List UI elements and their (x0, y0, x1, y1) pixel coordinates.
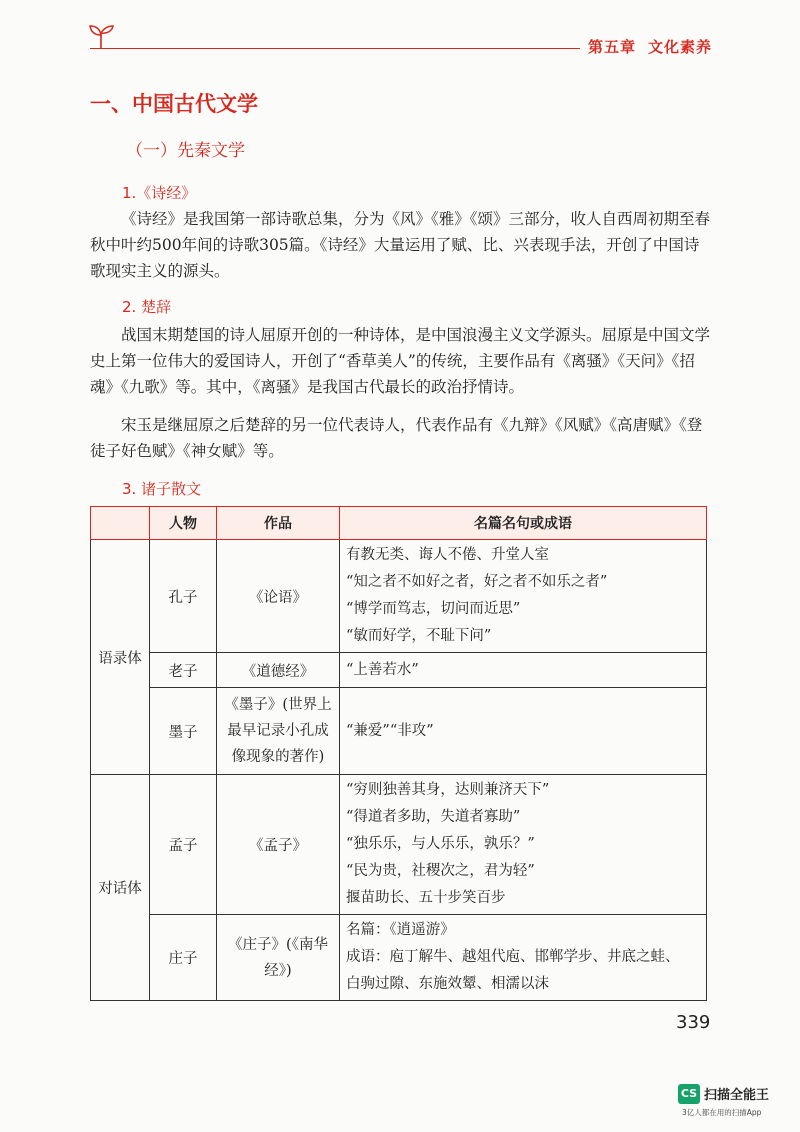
person-cell: 庄子 (150, 915, 217, 1001)
quote-line: “独乐乐，与人乐乐，孰乐？” (346, 836, 535, 852)
header-cell-style (91, 507, 150, 540)
quote-line: 成语：庖丁解牛、越俎代庖、邯郸学步、井底之蛙、 (346, 949, 680, 965)
quote-line: “博学而笃志，切问而近思” (346, 601, 521, 617)
table-row (91, 688, 707, 775)
table-row (91, 915, 707, 1001)
table-row (91, 775, 707, 915)
paragraph-chuci: 战国末期楚国的诗人屈原开创的一种诗体，是中国浪漫主义文学源头。屈原是中国文学史上第一位伟大的爱国诗人，开创了“香草美人”的传统，主要作品有《离骚》《天问》《招魂》《九歌》等。其中，《离骚》是我国古代最长的政治抒情诗。 (90, 326, 711, 396)
paragraph-songyu: 宋玉是继屈原之后楚辞的另一位代表诗人，代表作品有《九辩》《风赋》《高唐赋》《登徒子好色赋》《神女赋》等。 (90, 416, 703, 460)
quote-line: 名篇：《逍遥游》 (346, 922, 455, 938)
work-cell: 《孟子》 (217, 775, 340, 915)
item-title-zhuzi: 3. 诸子散文 (122, 480, 202, 498)
person-cell: 老子 (150, 653, 217, 688)
header-cell-quotes: 名篇名句或成语 (340, 507, 707, 540)
quote-line: “知之者不如好之者，好之者不如乐之者” (346, 574, 608, 590)
quotes-cell (340, 775, 707, 915)
header-rule (90, 48, 580, 49)
zhuzi-prose-table (90, 506, 707, 1001)
watermark-tagline: 3亿人都在用的扫描App (682, 1108, 762, 1117)
page-number: 339 (676, 1012, 711, 1033)
quote-line: 白驹过隙、东施效颦、相濡以沫 (346, 976, 549, 992)
quotes-cell (340, 540, 707, 653)
quote-line: “民为贵，社稷次之，君为轻” (346, 863, 535, 879)
person-cell: 孟子 (150, 775, 217, 915)
quotes-cell (340, 915, 707, 1001)
item-title-chuci: 2. 楚辞 (122, 298, 172, 316)
sprout-icon (86, 20, 116, 50)
quote-line: “上善若水” (346, 661, 419, 678)
chapter-header (588, 36, 724, 57)
work-cell: 《道德经》 (217, 653, 340, 688)
quote-line: “得道者多助，失道者寡助” (346, 809, 521, 825)
table-header-row (91, 507, 707, 540)
quote-line: “穷则独善其身，达则兼济天下” (346, 782, 550, 798)
table-row (91, 540, 707, 653)
chapter-number: 第五章 (588, 38, 637, 56)
item-title-shijing: 1.《诗经》 (122, 184, 197, 202)
quotes-cell (340, 688, 707, 775)
header-cell-work: 作品 (217, 507, 340, 540)
work-cell: 《墨子》(世界上最早记录小孔成像现象的著作) (217, 688, 340, 775)
watermark-name: 扫描全能王 (704, 1088, 770, 1103)
header-cell-person: 人物 (150, 507, 217, 540)
quote-line: 揠苗助长、五十步笑百步 (346, 890, 506, 906)
person-cell: 孔子 (150, 540, 217, 653)
quotes-cell (340, 653, 707, 688)
camscanner-logo-icon: CS (678, 1084, 700, 1104)
style-cell-yulu: 语录体 (91, 540, 150, 775)
section-title: 一、中国古代文学 (90, 92, 258, 116)
quote-line: “兼爱”“非攻” (346, 722, 434, 739)
person-cell: 墨子 (150, 688, 217, 775)
quote-line: “敏而好学，不耻下问” (346, 628, 492, 644)
style-cell-duihua: 对话体 (91, 775, 150, 1001)
work-cell: 《庄子》(《南华经》) (217, 915, 340, 1001)
table-row (91, 653, 707, 688)
quote-line: 有教无类、诲人不倦、升堂人室 (346, 547, 549, 563)
paragraph-shijing: 《诗经》是我国第一部诗歌总集，分为《风》《雅》《颂》三部分，收人自西周初期至春秋中叶约500年间的诗歌305篇。《诗经》大量运用了赋、比、兴表现手法，开创了中国诗歌现实主义的源头。 (90, 210, 711, 280)
work-cell: 《论语》 (217, 540, 340, 653)
subsection-title: （一）先秦文学 (126, 141, 245, 161)
chapter-topic: 文化素养 (648, 38, 713, 56)
